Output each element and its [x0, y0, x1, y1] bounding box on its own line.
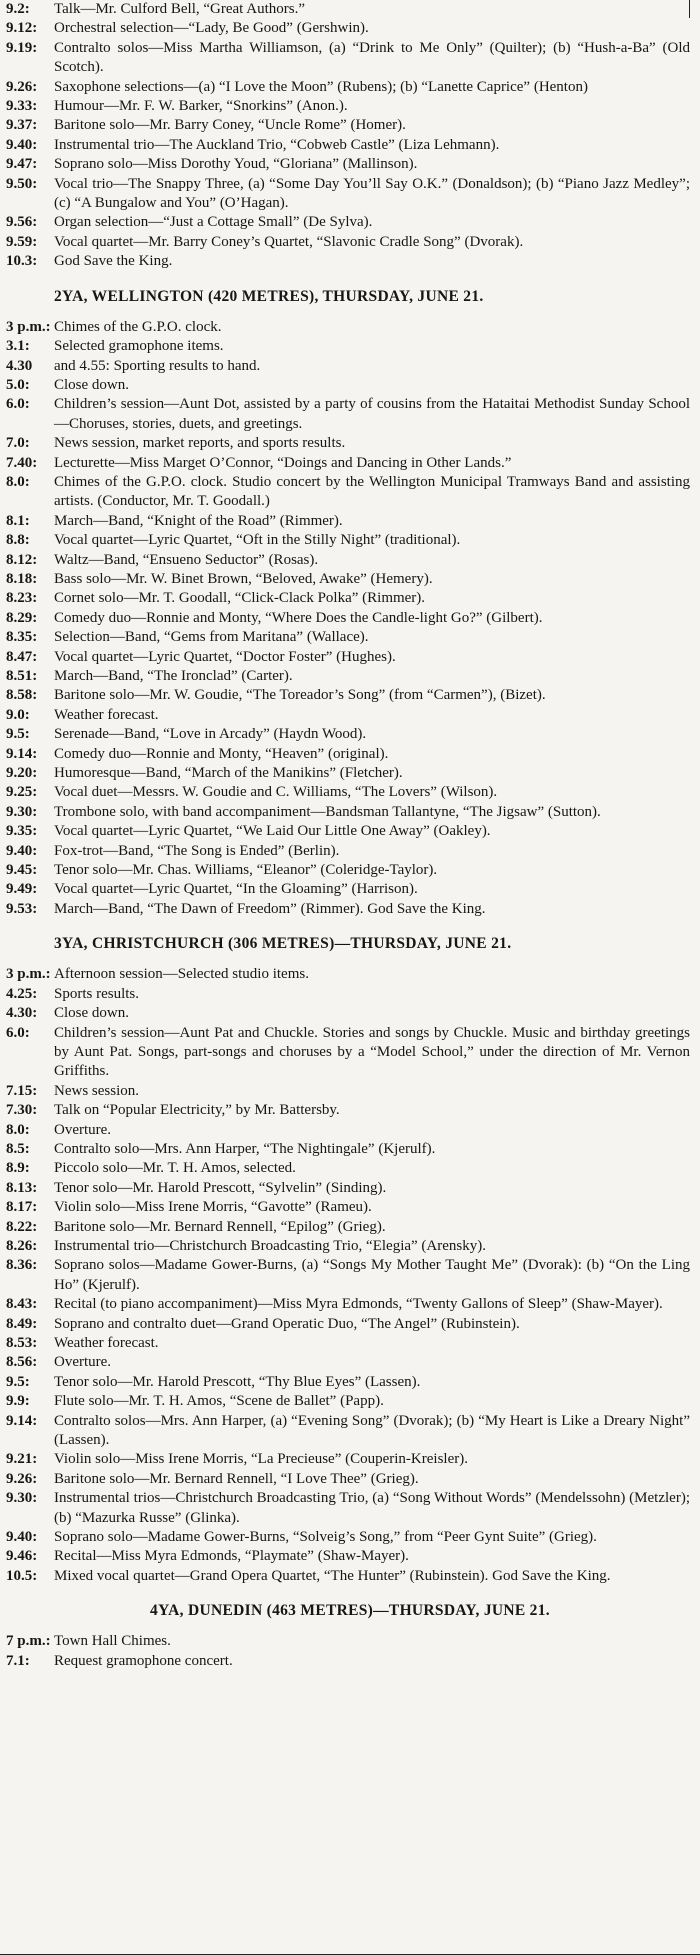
entry-time: 8.0: — [6, 1121, 30, 1138]
programme-entry — [6, 1412, 694, 1451]
entry-time: 10.3: — [6, 253, 38, 270]
entry-text: Fox-trot—Band, “The Song is Ended” (Berlin). — [54, 842, 340, 859]
entry-text: Recital—Miss Myra Edmonds, “Playmate” (Shaw-Mayer). — [54, 1548, 409, 1565]
entry-text: Lecturette—Miss Marget O’Connor, “Doings and Dancing in Other Lands.” — [54, 454, 512, 471]
programme-entry — [6, 985, 694, 1004]
entry-text: News session, market reports, and sports results. — [54, 435, 346, 452]
entry-text: Selection—Band, “Gems from Maritana” (Wallace). — [54, 629, 369, 646]
programme-entry — [6, 39, 694, 78]
programme-entry — [6, 97, 694, 116]
entry-text: Talk—Mr. Culford Bell, “Great Authors.” — [54, 1, 305, 17]
programme-entry — [6, 803, 694, 822]
entry-time: 7.30: — [6, 1102, 38, 1119]
programme-entry — [6, 570, 694, 589]
entry-time: 9.25: — [6, 784, 38, 801]
entry-text: Baritone solo—Mr. W. Goudie, “The Toreador’s Song” (from “Carmen”), (Bizet). — [54, 687, 546, 704]
entry-text: Close down. — [54, 376, 129, 393]
programme-entry — [6, 512, 694, 531]
programme-entry — [6, 589, 694, 608]
programme-entry — [6, 1489, 694, 1528]
entry-text: Children’s session—Aunt Pat and Chuckle. Stories and songs by Chuckle. Music and birthday greetings by Aunt Pat. Songs, part-songs and choruses by a “Model School,” under the direction of Mr. Vernon Griffiths. — [54, 1024, 690, 1080]
entry-text: Sports results. — [54, 985, 140, 1002]
entry-text: Soprano solo—Madame Gower-Burns, “Solveig’s Song,” from “Peer Gynt Suite” (Grieg). — [54, 1529, 597, 1546]
entry-time: 4.30 — [6, 357, 33, 374]
entry-text: Request gramophone concert. — [54, 1652, 233, 1669]
programme-entry — [6, 454, 694, 473]
programme-entry — [6, 880, 694, 899]
programme-entry — [6, 1159, 694, 1178]
entry-text: Flute solo—Mr. T. H. Amos, “Scene de Ballet” (Papp). — [54, 1393, 384, 1410]
entry-time: 9.2: — [6, 1, 30, 17]
programme-entry — [6, 1101, 694, 1120]
programme-entry — [6, 965, 694, 984]
entry-text: Orchestral selection—“Lady, Be Good” (Gershwin). — [54, 20, 369, 37]
entry-time: 8.58: — [6, 687, 38, 704]
programme-entry — [6, 551, 694, 570]
entry-time: 9.14: — [6, 745, 38, 762]
entry-time: 9.20: — [6, 765, 38, 782]
entry-time: 9.53: — [6, 900, 38, 917]
entry-time: 9.56: — [6, 214, 38, 231]
entry-text: Tenor solo—Mr. Chas. Williams, “Eleanor” (Coleridge-Taylor). — [54, 862, 438, 879]
programme-entry — [6, 1218, 694, 1237]
entry-time: 8.56: — [6, 1354, 38, 1371]
programme-entry — [6, 900, 694, 919]
entry-time: 3 p.m.: — [6, 966, 51, 983]
programme-entry — [6, 376, 694, 395]
programme-entry — [6, 667, 694, 686]
entry-time: 8.12: — [6, 551, 38, 568]
entry-time: 9.46: — [6, 1548, 38, 1565]
entry-text: Overture. — [54, 1121, 112, 1138]
entry-text: Talk on “Popular Electricity,” by Mr. Battersby. — [54, 1102, 340, 1119]
entry-time: 9.12: — [6, 20, 38, 37]
programme-entry — [6, 1450, 694, 1469]
entry-time: 7.1: — [6, 1652, 30, 1669]
programme-entry — [6, 1315, 694, 1334]
entry-text: Violin solo—Miss Irene Morris, “Gavotte” (Rameu). — [54, 1199, 372, 1216]
programme-list — [6, 1632, 694, 1671]
entry-text: Vocal quartet—Lyric Quartet, “Oft in the Stilly Night” (traditional). — [54, 532, 461, 549]
entry-time: 8.17: — [6, 1199, 38, 1216]
programme-entry — [6, 1004, 694, 1023]
entry-time: 9.50: — [6, 175, 38, 192]
entry-time: 9.59: — [6, 233, 38, 250]
entry-time: 9.40: — [6, 842, 38, 859]
programme-entry — [6, 1373, 694, 1392]
entry-time: 9.35: — [6, 823, 38, 840]
programme-entry — [6, 473, 694, 512]
entry-text: Saxophone selections—(a) “I Love the Moon” (Rubens); (b) “Lanette Caprice” (Henton) — [54, 78, 588, 95]
entry-time: 8.53: — [6, 1335, 38, 1351]
entry-time: 9.5: — [6, 726, 30, 743]
entry-text: God Save the King. — [54, 253, 173, 270]
entry-time: 8.8: — [6, 532, 30, 549]
programme-entry — [6, 842, 694, 861]
programme-entry — [6, 395, 694, 434]
entry-text: Vocal quartet—Mr. Barry Coney’s Quartet, “Slavonic Cradle Song” (Dvorak). — [54, 233, 524, 250]
programme-entry — [6, 1140, 694, 1159]
programme-entry — [6, 0, 694, 19]
entry-time: 9.21: — [6, 1451, 38, 1468]
entry-time: 8.9: — [6, 1160, 30, 1177]
entry-text: Tenor solo—Mr. Harold Prescott, “Sylvelin” (Sinding). — [54, 1179, 387, 1196]
entry-time: 10.5: — [6, 1567, 38, 1584]
entry-text: Humour—Mr. F. W. Barker, “Snorkins” (Anon.). — [54, 98, 348, 115]
entry-text: News session. — [54, 1082, 139, 1099]
entry-time: 9.26: — [6, 78, 38, 95]
entry-text: Tenor solo—Mr. Harold Prescott, “Thy Blue Eyes” (Lassen). — [54, 1373, 421, 1390]
programme-entry — [6, 1198, 694, 1217]
programme-entry — [6, 175, 694, 214]
entry-time: 9.30: — [6, 803, 38, 820]
entry-text: Cornet solo—Mr. T. Goodall, “Click-Clack Polka” (Rimmer). — [54, 590, 426, 607]
entry-text: Baritone solo—Mr. Bernard Rennell, “Epilog” (Grieg). — [54, 1218, 386, 1235]
entry-text: Recital (to piano accompaniment)—Miss Myra Edmonds, “Twenty Gallons of Sleep” (Shaw-Mayer). — [54, 1296, 663, 1313]
programme-entry — [6, 1567, 694, 1586]
entry-time: 8.35: — [6, 629, 38, 646]
programme-entry — [6, 1392, 694, 1411]
programme-entry — [6, 434, 694, 453]
entry-text: Organ selection—“Just a Cottage Small” (De Sylva). — [54, 214, 373, 231]
entry-time: 8.29: — [6, 609, 38, 626]
programme-entry — [6, 725, 694, 744]
entry-time: 8.22: — [6, 1218, 38, 1235]
programme-entry — [6, 706, 694, 725]
programme-entry — [6, 1237, 694, 1256]
entry-time: 9.33: — [6, 98, 38, 115]
entry-text: Chimes of the G.P.O. clock. — [54, 318, 222, 335]
programme-entry — [6, 155, 694, 174]
programme-entry — [6, 861, 694, 880]
entry-text: Serenade—Band, “Love in Arcady” (Haydn Wood). — [54, 726, 367, 743]
entry-time: 9.49: — [6, 881, 38, 898]
programme-list — [6, 0, 694, 272]
programme-section — [0, 288, 700, 920]
entry-text: Overture. — [54, 1354, 112, 1371]
entry-text: Close down. — [54, 1005, 129, 1022]
entry-text: Instrumental trio—Christchurch Broadcasting Trio, “Elegia” (Arensky). — [54, 1237, 486, 1254]
programme-entry — [6, 318, 694, 337]
programme-entry — [6, 1295, 694, 1314]
entry-time: 8.43: — [6, 1296, 38, 1313]
entry-text: Instrumental trio—The Auckland Trio, “Cobweb Castle” (Liza Lehmann). — [54, 136, 500, 153]
entry-time: 8.18: — [6, 570, 38, 587]
programme-entry — [6, 213, 694, 232]
entry-text: Weather forecast. — [54, 1335, 159, 1351]
programme-entry — [6, 1547, 694, 1566]
entry-time: 5.0: — [6, 376, 30, 393]
entry-time: 7.0: — [6, 435, 30, 452]
programme-entry — [6, 357, 694, 376]
entry-text: Humoresque—Band, “March of the Manikins” (Fletcher). — [54, 765, 403, 782]
entry-time: 8.49: — [6, 1315, 38, 1332]
programme-entry — [6, 1528, 694, 1547]
programme-entry — [6, 764, 694, 783]
programme-entry — [6, 648, 694, 667]
entry-time: 8.47: — [6, 648, 38, 665]
entry-time: 7.15: — [6, 1082, 38, 1099]
entry-text: Bass solo—Mr. W. Binet Brown, “Beloved, Awake” (Hemery). — [54, 570, 433, 587]
programme-entry — [6, 783, 694, 802]
entry-time: 9.47: — [6, 156, 38, 173]
entry-text: Trombone solo, with band accompaniment—Bandsman Tallantyne, “The Jigsaw” (Sutton). — [54, 803, 601, 820]
entry-time: 8.0: — [6, 473, 30, 490]
entry-time: 9.40: — [6, 1529, 38, 1546]
programme-entry — [6, 531, 694, 550]
station-heading: 4YA, DUNEDIN (463 METRES)—THURSDAY, JUNE 21. — [150, 1602, 550, 1620]
entry-time: 8.5: — [6, 1140, 30, 1157]
entry-text: Contralto solo—Mrs. Ann Harper, “The Nightingale” (Kjerulf). — [54, 1140, 436, 1157]
entry-text: Afternoon session—Selected studio items. — [54, 966, 309, 983]
entry-text: Contralto solos—Miss Martha Williamson, (a) “Drink to Me Only” (Quilter); (b) “Hush-a-Ba” (Old Scotch). — [54, 39, 690, 76]
entry-text: Weather forecast. — [54, 706, 159, 723]
entry-text: Soprano solos—Madame Gower-Burns, (a) “Songs My Mother Taught Me” (Dvorak): (b) “On the Ling Ho” (Kjerulf). — [54, 1257, 690, 1293]
programme-entry — [6, 822, 694, 841]
entry-time: 9.26: — [6, 1470, 38, 1487]
programme-entry — [6, 1652, 694, 1671]
entry-time: 9.5: — [6, 1373, 30, 1390]
entry-text: Children’s session—Aunt Dot, assisted by a party of cousins from the Hataitai Methodist Sunday School—Choruses, stories, duets, and greetings. — [54, 396, 690, 432]
entry-text: Chimes of the G.P.O. clock. Studio concert by the Wellington Municipal Tramways Band and assisting artists. (Conductor, Mr. T. Goodall.) — [54, 473, 690, 510]
entry-time: 4.30: — [6, 1005, 38, 1022]
entry-text: Baritone solo—Mr. Barry Coney, “Uncle Rome” (Homer). — [54, 117, 406, 134]
programme-entry — [6, 686, 694, 705]
entry-text: Vocal trio—The Snappy Three, (a) “Some Day You’ll Say O.K.” (Donaldson); (b) “Piano Jazz Medley”; (c) “A Bungalow and You” (O’Hagan). — [54, 175, 690, 212]
entry-text: Contralto solos—Mrs. Ann Harper, (a) “Evening Song” (Dvorak); (b) “My Heart is Like a Dreary Night” (Lassen). — [54, 1412, 690, 1449]
entry-time: 9.45: — [6, 862, 38, 879]
entry-time: 9.30: — [6, 1490, 38, 1507]
entry-text: Baritone solo—Mr. Bernard Rennell, “I Love Thee” (Grieg). — [54, 1470, 419, 1487]
entry-text: and 4.55: Sporting results to hand. — [54, 357, 261, 374]
entry-time: 9.40: — [6, 136, 38, 153]
entry-time: 6.0: — [6, 396, 30, 413]
entry-text: Town Hall Chimes. — [54, 1633, 171, 1650]
programme-entry — [6, 252, 694, 271]
programme-entry — [6, 745, 694, 764]
programme-section — [0, 0, 700, 272]
programme-list — [6, 318, 694, 920]
entry-text: Vocal quartet—Lyric Quartet, “We Laid Our Little One Away” (Oakley). — [54, 823, 491, 840]
programme-list — [6, 965, 694, 1586]
entry-time: 9.0: — [6, 706, 30, 723]
entry-time: 8.36: — [6, 1257, 38, 1274]
entry-time: 9.14: — [6, 1412, 38, 1429]
entry-time: 9.19: — [6, 39, 38, 56]
entry-time: 8.23: — [6, 590, 38, 607]
programme-entry — [6, 1179, 694, 1198]
entry-time: 7.40: — [6, 454, 38, 471]
entry-time: 7 p.m.: — [6, 1633, 51, 1650]
station-heading: 3YA, CHRISTCHURCH (306 METRES)—THURSDAY, JUNE 21. — [54, 935, 512, 953]
programme-section — [0, 935, 700, 1586]
entry-text: Soprano solo—Miss Dorothy Youd, “Gloriana” (Mallinson). — [54, 156, 418, 173]
programme-entry — [6, 1256, 694, 1295]
entry-time: 8.1: — [6, 512, 30, 529]
programme-entry — [6, 1353, 694, 1372]
programme-entry — [6, 1082, 694, 1101]
programme-entry — [6, 233, 694, 252]
entry-time: 3 p.m.: — [6, 318, 51, 335]
programme-entry — [6, 628, 694, 647]
entry-time: 9.37: — [6, 117, 38, 134]
programme-entry — [6, 1121, 694, 1140]
entry-text: Mixed vocal quartet—Grand Opera Quartet, “The Hunter” (Rubinstein). God Save the King. — [54, 1567, 611, 1584]
programme-section — [0, 1602, 700, 1671]
entry-text: Vocal duet—Messrs. W. Goudie and C. Williams, “The Lovers” (Wilson). — [54, 784, 498, 801]
entry-text: Selected gramophone items. — [54, 338, 224, 355]
entry-text: Waltz—Band, “Ensueno Seductor” (Rosas). — [54, 551, 319, 568]
entry-text: March—Band, “The Ironclad” (Carter). — [54, 668, 293, 684]
programme-entry — [6, 1470, 694, 1489]
entry-time: 8.13: — [6, 1179, 38, 1196]
entry-text: March—Band, “Knight of the Road” (Rimmer). — [54, 512, 343, 529]
programme-entry — [6, 1024, 694, 1082]
programme-entry — [6, 136, 694, 155]
entry-text: Piccolo solo—Mr. T. H. Amos, selected. — [54, 1160, 296, 1177]
entry-time: 9.9: — [6, 1393, 30, 1410]
programme-entry — [6, 1334, 694, 1353]
programme-entry — [6, 116, 694, 135]
entry-text: Comedy duo—Ronnie and Monty, “Heaven” (original). — [54, 745, 389, 762]
programme-entry — [6, 19, 694, 38]
entry-text: Comedy duo—Ronnie and Monty, “Where Does the Candle-light Go?” (Gilbert). — [54, 609, 543, 626]
entry-text: Soprano and contralto duet—Grand Operatic Duo, “The Angel” (Rubinstein). — [54, 1315, 520, 1332]
entry-text: Vocal quartet—Lyric Quartet, “Doctor Foster” (Hughes). — [54, 648, 396, 665]
entry-time: 8.51: — [6, 668, 38, 684]
entry-text: Vocal quartet—Lyric Quartet, “In the Gloaming” (Harrison). — [54, 881, 418, 898]
entry-text: Instrumental trios—Christchurch Broadcasting Trio, (a) “Song Without Words” (Mendelssohn) (Metzler); (b) “Mazurka Russe” (Glinka). — [54, 1490, 690, 1526]
station-heading: 2YA, WELLINGTON (420 METRES), THURSDAY, JUNE 21. — [54, 287, 484, 305]
entry-time: 3.1: — [6, 338, 30, 355]
entry-time: 4.25: — [6, 985, 38, 1002]
programme-entry — [6, 609, 694, 628]
programme-entry — [6, 78, 694, 97]
entry-text: Violin solo—Miss Irene Morris, “La Precieuse” (Couperin-Kreisler). — [54, 1451, 468, 1468]
entry-text: March—Band, “The Dawn of Freedom” (Rimmer). God Save the King. — [54, 900, 486, 917]
programme-entry — [6, 337, 694, 356]
programme-entry — [6, 1632, 694, 1651]
entry-time: 8.26: — [6, 1237, 38, 1254]
entry-time: 6.0: — [6, 1024, 30, 1041]
